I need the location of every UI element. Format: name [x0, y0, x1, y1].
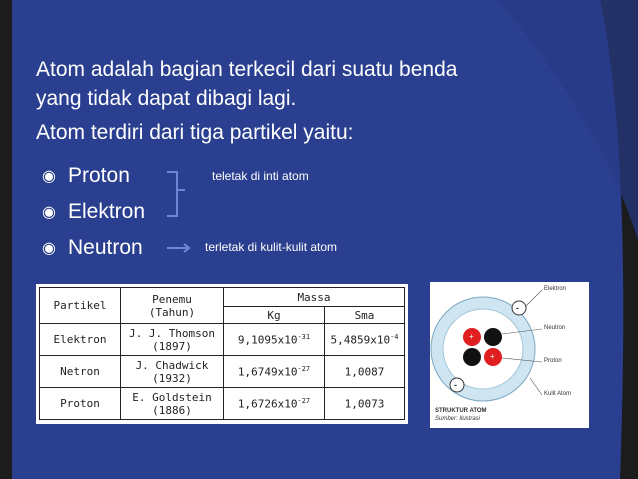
cell-sma	[325, 388, 405, 420]
cell-finder	[121, 324, 224, 356]
header-partikel: Partikel	[40, 288, 121, 324]
intro-line-2: yang tidak dapat dibagi lagi.	[36, 87, 297, 110]
kg-exp: -31	[297, 332, 311, 341]
atom-caption: STRUKTUR ATOM	[435, 408, 487, 414]
neutron-particle	[463, 348, 481, 366]
bullet-neutron-label: Neutron	[68, 236, 143, 259]
cell-finder	[121, 356, 224, 388]
cell-particle: Proton	[40, 388, 121, 420]
bullet-elektron-label: Elektron	[68, 200, 146, 223]
mass-table-image	[36, 284, 408, 424]
header-massa: Massa	[224, 288, 405, 307]
sma-base: 1,0073	[344, 397, 385, 411]
sma-base: 1,0087	[344, 365, 385, 379]
electron-charge-top: -	[516, 303, 519, 313]
finder-name: E. Goldstein	[132, 390, 212, 404]
bullet-elektron	[42, 197, 145, 227]
cell-finder	[121, 388, 224, 420]
label-proton: Proton	[544, 358, 562, 364]
header-penemu-line1: Penemu	[152, 292, 192, 306]
bullet-neutron	[42, 233, 143, 263]
mass-table	[39, 287, 405, 420]
intro-line-1: Atom adalah bagian terkecil dari suatu benda	[36, 58, 458, 81]
electron-particle	[450, 378, 464, 392]
finder-year: (1886)	[152, 403, 192, 417]
cell-kg	[224, 324, 325, 356]
atom-structure-image	[430, 282, 589, 428]
neutron-particle	[484, 328, 502, 346]
bullet-proton-label: Proton	[68, 164, 130, 187]
bullet-proton	[42, 161, 130, 191]
header-penemu	[121, 288, 224, 324]
finder-year: (1932)	[152, 371, 192, 385]
cell-sma	[325, 356, 405, 388]
intro-line-3: Atom terdiri dari tiga partikel yaitu:	[36, 121, 354, 144]
cell-particle: Netron	[40, 356, 121, 388]
kg-exp: -27	[297, 396, 311, 405]
kg-base: 9,1095x10	[237, 333, 298, 347]
connector-arrows	[160, 160, 210, 260]
label-kulit-atom: Kulit Atom	[544, 391, 572, 397]
bullet-icon: ◉	[42, 240, 56, 257]
electron-charge-bottom: -	[454, 380, 457, 390]
table-row	[40, 324, 405, 356]
atom-diagram	[430, 282, 589, 428]
proton-charge-2: +	[490, 352, 495, 361]
cell-kg	[224, 356, 325, 388]
finder-name: J. Chadwick	[135, 358, 209, 372]
table-row	[40, 388, 405, 420]
finder-year: (1897)	[152, 339, 192, 353]
table-row	[40, 356, 405, 388]
sma-base: 5,4859x10	[330, 333, 391, 347]
kg-base: 1,6726x10	[237, 397, 298, 411]
header-kg: Kg	[224, 307, 325, 324]
label-neutron: Neutron	[544, 325, 566, 331]
cell-particle: Elektron	[40, 324, 121, 356]
header-sma: Sma	[325, 307, 405, 324]
finder-name: J. J. Thomson	[128, 326, 216, 340]
electron-particle	[512, 301, 526, 315]
bullet-icon: ◉	[42, 204, 56, 221]
label-elektron: Elektron	[544, 286, 567, 292]
note-kulit-atom: terletak di kulit-kulit atom	[205, 240, 338, 254]
sma-exp: -4	[390, 332, 399, 341]
cell-kg	[224, 388, 325, 420]
kg-base: 1,6749x10	[237, 365, 298, 379]
header-penemu-line2: (Tahun)	[148, 305, 196, 319]
bullet-icon: ◉	[42, 168, 56, 185]
kg-exp: -27	[297, 364, 311, 373]
note-inti-atom: teletak di inti atom	[212, 169, 309, 183]
cell-sma	[325, 324, 405, 356]
proton-charge-1: +	[469, 332, 474, 341]
atom-source: Sumber: Ilustrasi	[435, 416, 481, 422]
